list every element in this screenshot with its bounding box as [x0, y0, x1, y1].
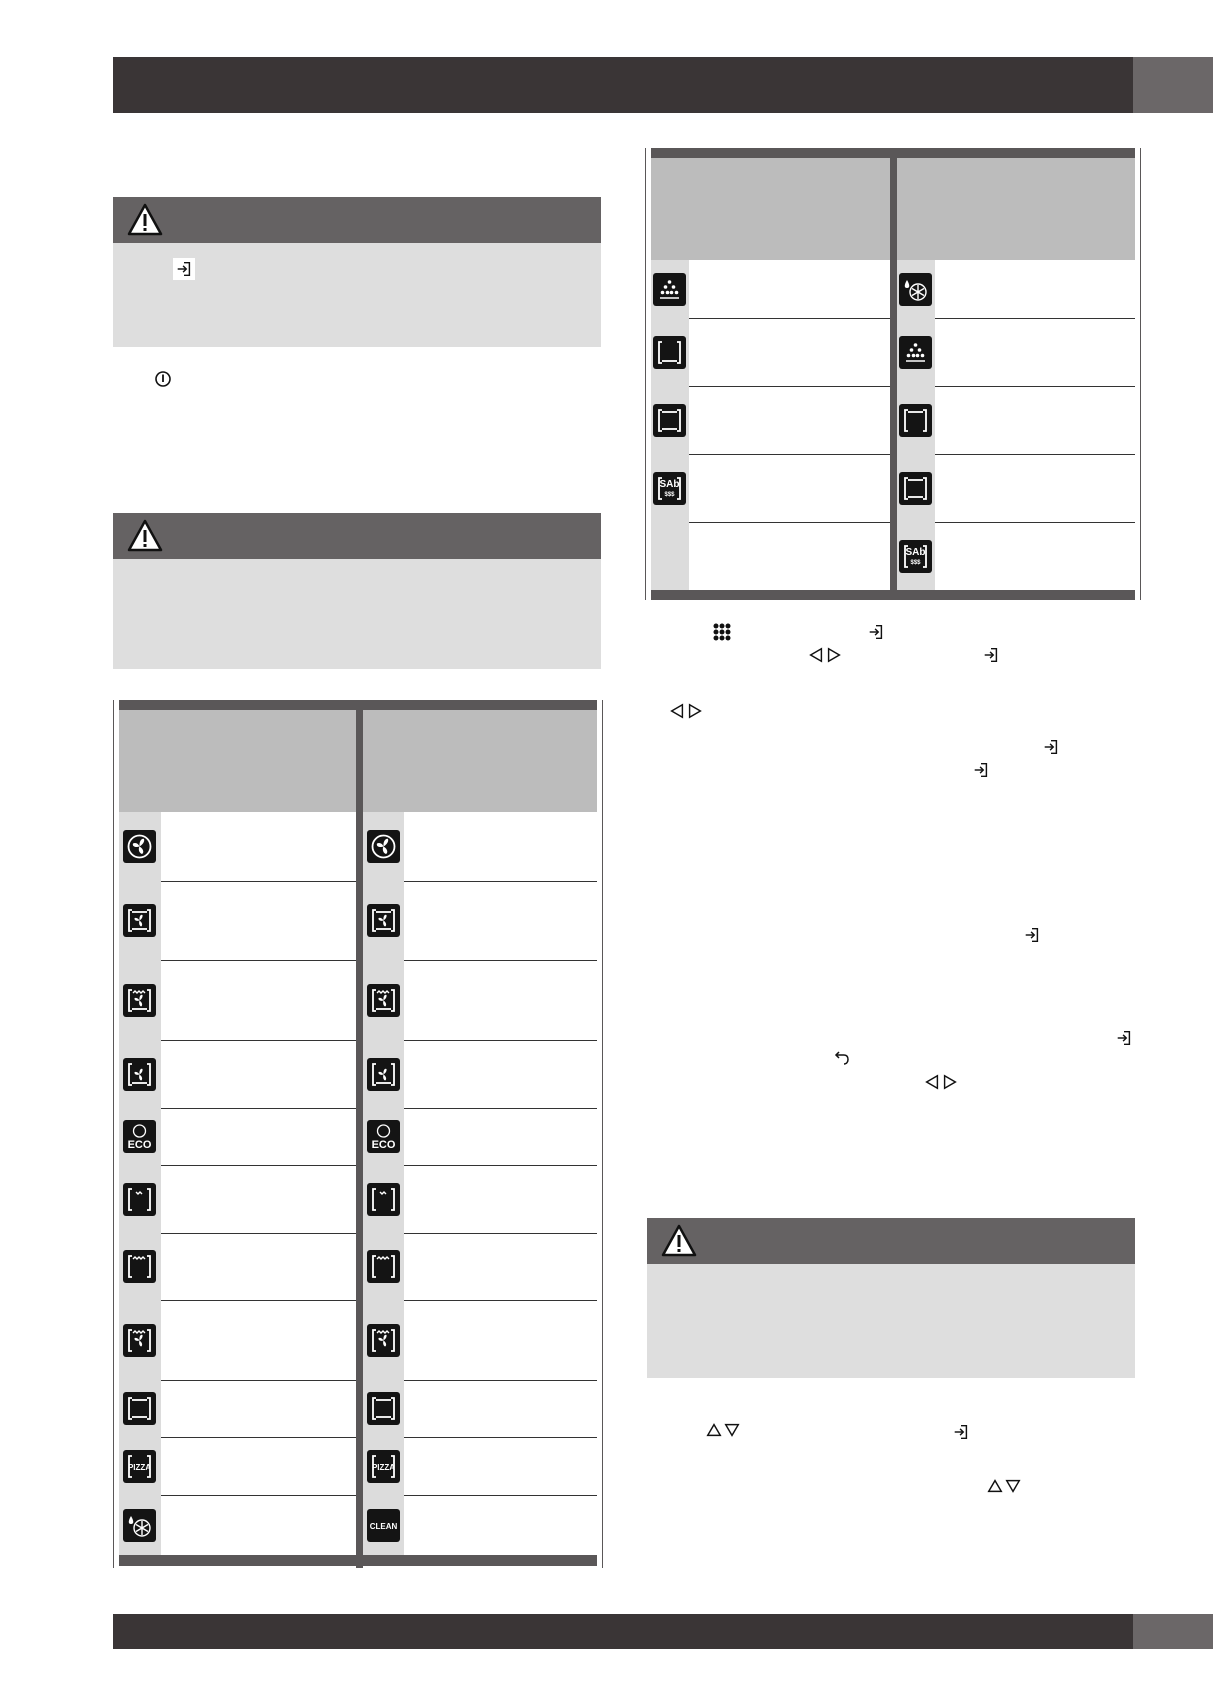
table-edge: [1140, 148, 1141, 600]
table-header-right: [897, 158, 1135, 260]
sabbath-icon: [899, 540, 932, 573]
pizza-icon: [367, 1450, 400, 1483]
svg-text:ECO: ECO: [127, 1139, 152, 1151]
table-row-separator: [404, 1108, 597, 1109]
warning-header: [647, 1218, 1135, 1264]
menu-grid-icon: [711, 621, 733, 643]
table-row-separator: [161, 1300, 356, 1301]
function-table-left: [113, 700, 603, 1568]
grill-large-icon: [367, 1250, 400, 1283]
table-row-separator: [161, 881, 356, 882]
table-row-separator: [404, 1380, 597, 1381]
bottom-heat-icon: [653, 336, 686, 369]
table-row-separator: [689, 386, 890, 387]
warning-body: [113, 559, 601, 669]
fan-top-bottom-icon: [367, 904, 400, 937]
svg-text:$$$: $$$: [664, 491, 675, 498]
warning-body: [647, 1264, 1135, 1378]
table-row-separator: [689, 522, 890, 523]
warning-triangle-icon: [127, 519, 163, 553]
steam-icon: [653, 273, 686, 306]
left-right-arrows-icon: [667, 701, 705, 721]
sabbath-icon: [653, 472, 686, 505]
warning-box-2: [113, 513, 601, 669]
table-row-separator: [935, 386, 1135, 387]
table-row-separator: [161, 1108, 356, 1109]
svg-text:PIZZA: PIZZA: [371, 1462, 396, 1472]
warning-triangle-icon: [127, 203, 163, 237]
pizza-icon: [123, 1450, 156, 1483]
up-down-arrows-icon: [985, 1476, 1023, 1496]
top-bottom-icon: [123, 1392, 156, 1425]
fan-ring-icon: [123, 830, 156, 863]
back-icon: [831, 1049, 851, 1069]
table-column-divider: [890, 158, 897, 590]
table-row-separator: [404, 1437, 597, 1438]
warning-triangle-icon: [661, 1224, 697, 1258]
grill-small-icon: [367, 1183, 400, 1216]
table-header-left: [651, 158, 890, 260]
table-edge: [645, 148, 646, 600]
top-bottom-heat-icon: [653, 404, 686, 437]
table-row-separator: [161, 1165, 356, 1166]
table-bottom-rule: [651, 590, 1135, 600]
fan-top-bottom-icon: [123, 904, 156, 937]
grill-large-icon: [123, 1250, 156, 1283]
svg-text:SAb: SAb: [905, 546, 926, 558]
table-header-left: [119, 710, 356, 812]
function-table-right: [645, 148, 1141, 600]
table-row-separator: [161, 1233, 356, 1234]
left-right-arrows-icon: [806, 645, 844, 665]
fan-grill-large-icon: [367, 1324, 400, 1357]
svg-text:CLEAN: CLEAN: [369, 1521, 398, 1531]
fan-ring-icon: [367, 830, 400, 863]
svg-text:$$$: $$$: [910, 559, 921, 566]
table-row-separator: [404, 1165, 597, 1166]
table-row-separator: [161, 1040, 356, 1041]
power-icon: [153, 369, 173, 389]
table-row-separator: [161, 1437, 356, 1438]
table-row-separator: [935, 454, 1135, 455]
enter-icon: [1022, 925, 1042, 945]
table-bottom-rule: [119, 1555, 597, 1566]
table-header-right: [363, 710, 597, 812]
enter-icon: [971, 760, 991, 780]
table-row-separator: [689, 318, 890, 319]
fan-grill-large-icon: [123, 1324, 156, 1357]
fan-bottom-icon: [123, 1058, 156, 1091]
warning-box-3: [647, 1218, 1135, 1378]
fan-grill-icon: [123, 984, 156, 1017]
grill-small-icon: [123, 1183, 156, 1216]
table-column-divider: [356, 710, 363, 1568]
steam-icon: [899, 336, 932, 369]
top-heat-icon: [899, 404, 932, 437]
fan-bottom-icon: [367, 1058, 400, 1091]
table-row-separator: [404, 1040, 597, 1041]
table-top-rule: [651, 148, 1135, 158]
enter-icon: [951, 1422, 971, 1442]
up-down-arrows-icon: [704, 1420, 742, 1440]
table-row-separator: [935, 318, 1135, 319]
table-row-separator: [404, 1233, 597, 1234]
warning-header: [113, 513, 601, 559]
top-bottom-icon: [367, 1392, 400, 1425]
eco-icon: [367, 1120, 400, 1153]
header-page-tab: [1133, 57, 1213, 113]
svg-text:PIZZA: PIZZA: [127, 1462, 152, 1472]
defrost-icon: [899, 273, 932, 306]
table-row-separator: [935, 522, 1135, 523]
left-right-arrows-icon: [922, 1072, 960, 1092]
table-row-separator: [404, 881, 597, 882]
defrost-icon: [123, 1509, 156, 1542]
top-bottom-heat-icon: [899, 472, 932, 505]
footer-page-tab: [1133, 1614, 1213, 1649]
enter-icon: [866, 622, 886, 642]
footer-bar: [113, 1614, 1133, 1649]
enter-icon: [1041, 737, 1061, 757]
table-row-separator: [161, 960, 356, 961]
table-top-rule: [119, 700, 597, 710]
eco-icon: [123, 1120, 156, 1153]
table-edge: [113, 700, 114, 1568]
enter-icon: [981, 645, 1001, 665]
warning-header: [113, 197, 601, 243]
table-row-separator: [161, 1495, 356, 1496]
warning-box-1: [113, 197, 601, 347]
svg-text:ECO: ECO: [371, 1139, 396, 1151]
table-edge: [602, 700, 603, 1568]
svg-text:SAb: SAb: [659, 478, 680, 490]
table-row-separator: [404, 1300, 597, 1301]
table-row-separator: [161, 1380, 356, 1381]
fan-grill-icon: [367, 984, 400, 1017]
table-row-separator: [404, 960, 597, 961]
table-row-separator: [689, 454, 890, 455]
enter-icon: [173, 258, 195, 280]
header-bar: [113, 57, 1133, 113]
enter-icon: [1114, 1028, 1134, 1048]
clean-icon: [367, 1509, 400, 1542]
table-row-separator: [404, 1495, 597, 1496]
